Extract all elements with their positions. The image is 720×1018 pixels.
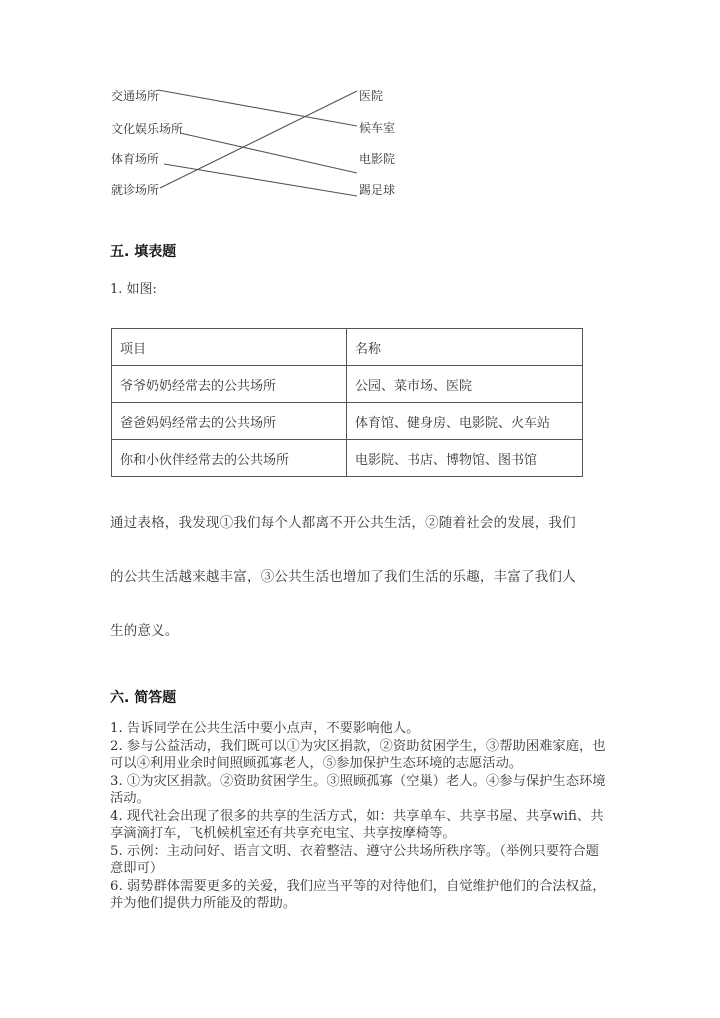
table-cell: 体育馆、健身房、电影院、火车站 bbox=[347, 403, 583, 440]
table-cell: 电影院、书店、博物馆、图书馆 bbox=[347, 440, 583, 477]
line-culture-cinema bbox=[180, 133, 357, 173]
left-item-clinic: 就诊场所 bbox=[111, 183, 160, 197]
question-label: 1. 如图: bbox=[110, 282, 157, 297]
right-item-cinema: 电影院 bbox=[359, 152, 396, 166]
right-item-football: 踢足球 bbox=[359, 183, 396, 197]
answer-item: 4. 现代社会出现了很多的共享的生活方式，如：共享单车、共享书屋、共享wifi、共享滴滴打车，飞机候机室还有共享充电宝、共享按摩椅等。 bbox=[110, 808, 604, 841]
table-header-cell: 项目 bbox=[112, 329, 347, 366]
left-item-traffic: 交通场所 bbox=[111, 89, 160, 103]
conclusion-line: 生的意义。 bbox=[110, 623, 179, 639]
conclusion-line: 通过表格，我发现①我们每个人都离不开公共生活，②随着社会的发展，我们 bbox=[110, 515, 576, 531]
table-header-cell: 名称 bbox=[347, 329, 583, 366]
line-sports-football bbox=[164, 164, 357, 196]
answer-list bbox=[110, 720, 610, 913]
answer-item: 2. 参与公益活动，我们既可以①为灾区捐款，②资助贫困学生，③帮助困难家庭，也可以④利用业余时间照顾孤寡老人，⑤参加保护生态环境的志愿活动。 bbox=[110, 738, 606, 771]
table-header-row bbox=[112, 329, 583, 366]
left-item-sports: 体育场所 bbox=[111, 152, 160, 166]
table-cell: 公园、菜市场、医院 bbox=[347, 366, 583, 403]
line-clinic-hospital bbox=[160, 91, 357, 188]
line-traffic-waiting-room bbox=[158, 90, 357, 126]
left-item-culture: 文化娱乐场所 bbox=[111, 122, 184, 136]
places-table bbox=[111, 328, 583, 477]
section-title-short-answer: 六. 简答题 bbox=[110, 690, 177, 706]
conclusion-line: 的公共生活越来越丰富，③公共生活也增加了我们生活的乐趣，丰富了我们人 bbox=[110, 569, 576, 585]
right-item-hospital: 医院 bbox=[359, 89, 384, 103]
table-cell: 爷爷奶奶经常去的公共场所 bbox=[112, 366, 347, 403]
table-row bbox=[112, 403, 583, 440]
table-cell: 你和小伙伴经常去的公共场所 bbox=[112, 440, 347, 477]
table-row bbox=[112, 440, 583, 477]
section-title-fill-table: 五. 填表题 bbox=[110, 244, 177, 260]
table-cell: 爸爸妈妈经常去的公共场所 bbox=[112, 403, 347, 440]
answer-item: 6. 弱势群体需要更多的关爱，我们应当平等的对待他们，自觉维护他们的合法权益，并为他们提供力所能及的帮助。 bbox=[110, 878, 606, 911]
answer-item: 3. ①为灾区捐款。②资助贫困学生。③照顾孤寡（空巢）老人。④参与保护生态环境活动。 bbox=[110, 773, 606, 806]
table-row bbox=[112, 366, 583, 403]
right-item-waiting-room: 候车室 bbox=[359, 121, 396, 135]
answer-item: 5. 示例：主动问好、语言文明、衣着整洁、遵守公共场所秩序等。（举例只要符合题意即可） bbox=[110, 843, 599, 876]
conclusion-paragraph bbox=[110, 496, 610, 658]
answer-item: 1. 告诉同学在公共生活中要小点声，不要影响他人。 bbox=[110, 721, 420, 736]
